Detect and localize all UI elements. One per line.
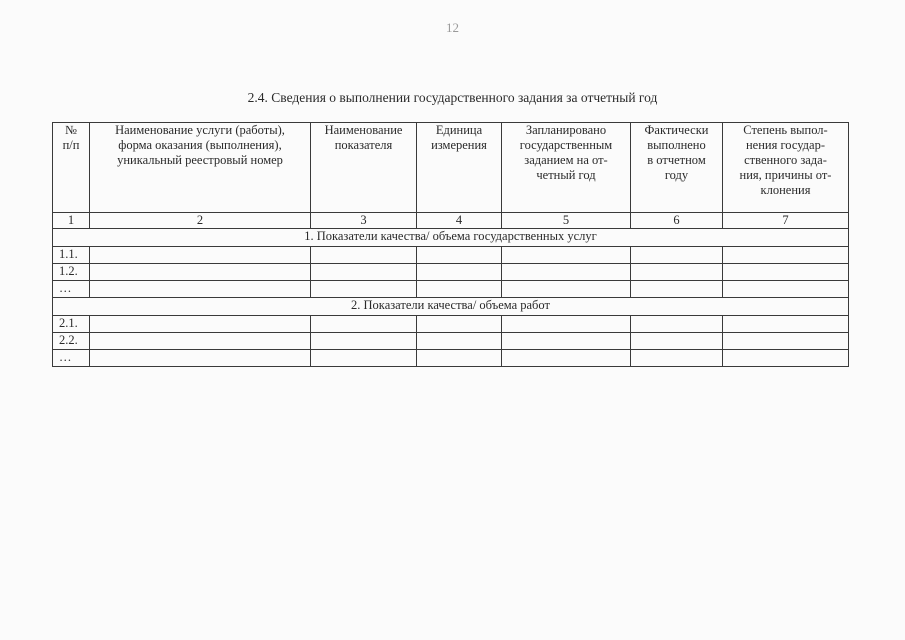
table-cell	[631, 316, 723, 333]
column-number: 6	[631, 213, 723, 229]
column-number: 1	[53, 213, 90, 229]
table-cell	[311, 316, 417, 333]
table-row	[53, 247, 849, 264]
table-cell	[631, 247, 723, 264]
table-cell	[417, 247, 502, 264]
row-index: …	[53, 350, 90, 367]
header-col-planned: Запланировано государственным заданием на от- четный год	[502, 123, 631, 213]
table-cell	[502, 350, 631, 367]
column-number: 3	[311, 213, 417, 229]
group-heading-row	[53, 229, 849, 247]
table-cell	[631, 333, 723, 350]
header-col-completion-degree: Степень выпол- нения государ- ственного зада- ния, причины от- клонения	[723, 123, 849, 213]
table-cell	[631, 350, 723, 367]
table-cell	[631, 264, 723, 281]
table-cell	[723, 316, 849, 333]
table-cell	[417, 264, 502, 281]
table-cell	[311, 281, 417, 298]
column-number: 4	[417, 213, 502, 229]
table-cell	[311, 264, 417, 281]
table-cell	[417, 281, 502, 298]
table-cell	[723, 264, 849, 281]
row-index: 2.2.	[53, 333, 90, 350]
row-index: …	[53, 281, 90, 298]
table-cell	[417, 316, 502, 333]
row-index: 1.2.	[53, 264, 90, 281]
group-heading-services: 1. Показатели качества/ объема государственных услуг	[53, 229, 849, 247]
table-cell	[631, 281, 723, 298]
table-cell	[502, 247, 631, 264]
table-cell	[502, 316, 631, 333]
header-row	[53, 123, 849, 213]
table-cell	[90, 316, 311, 333]
page-number: 12	[446, 20, 459, 35]
table-cell	[90, 333, 311, 350]
column-number-row	[53, 213, 849, 229]
column-number: 2	[90, 213, 311, 229]
group-heading-row	[53, 298, 849, 316]
table-cell	[502, 333, 631, 350]
table-cell	[90, 264, 311, 281]
table-cell	[311, 350, 417, 367]
table-row	[53, 264, 849, 281]
table-cell	[723, 281, 849, 298]
group-heading-works: 2. Показатели качества/ объема работ	[53, 298, 849, 316]
row-index: 2.1.	[53, 316, 90, 333]
header-col-indicator-name: Наименование показателя	[311, 123, 417, 213]
row-index: 1.1.	[53, 247, 90, 264]
table-cell	[90, 350, 311, 367]
header-col-unit: Единица измерения	[417, 123, 502, 213]
header-col-number: № п/п	[53, 123, 90, 213]
table-cell	[90, 281, 311, 298]
table-cell	[417, 350, 502, 367]
column-number: 7	[723, 213, 849, 229]
table-cell	[311, 333, 417, 350]
table-cell	[502, 281, 631, 298]
table-row	[53, 350, 849, 367]
table-cell	[417, 333, 502, 350]
table-row	[53, 333, 849, 350]
header-col-service-name: Наименование услуги (работы), форма оказания (выполнения), уникальный реестровый номер	[90, 123, 311, 213]
table-cell	[502, 264, 631, 281]
report-table	[52, 122, 849, 367]
column-number: 5	[502, 213, 631, 229]
table-row	[53, 316, 849, 333]
table-cell	[723, 333, 849, 350]
table-cell	[311, 247, 417, 264]
header-col-actual: Фактически выполнено в отчетном году	[631, 123, 723, 213]
section-title: 2.4. Сведения о выполнении государственного задания за отчетный год	[247, 90, 658, 105]
table-cell	[723, 350, 849, 367]
table-cell	[90, 247, 311, 264]
table-row	[53, 281, 849, 298]
table-cell	[723, 247, 849, 264]
